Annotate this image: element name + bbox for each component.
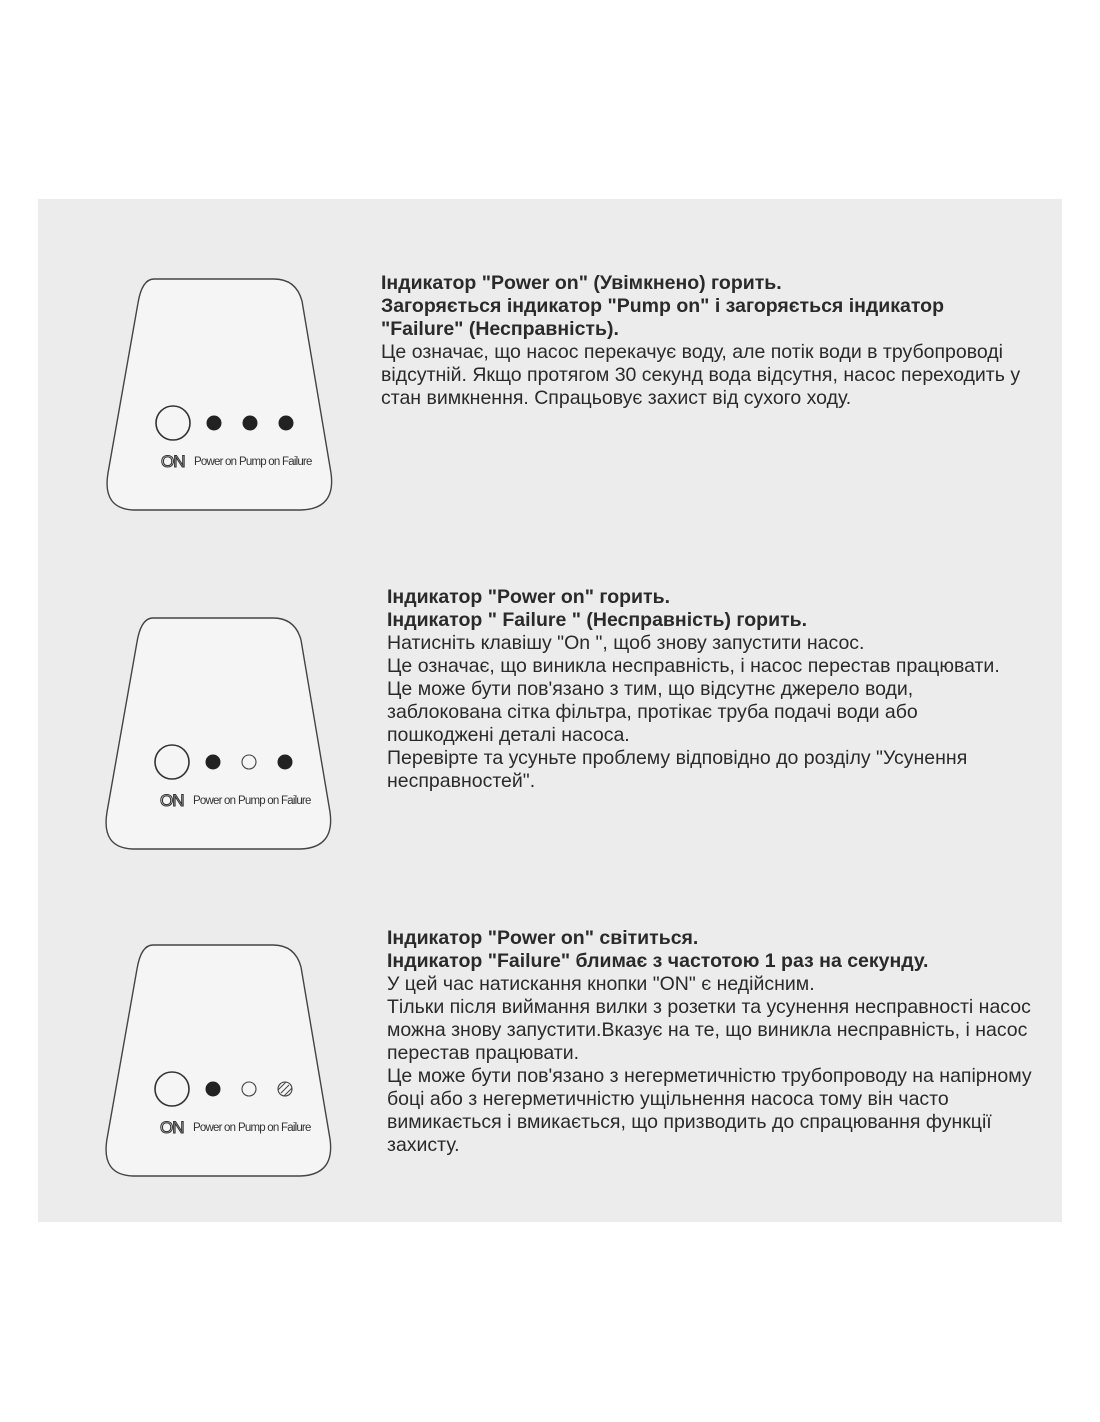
paragraph: Це означає, що виникла несправність, і насос перестав працювати. Це може бути пов'язано з тим, що відсутнє джерело води, заблокована сітка фільтра, протікає труба подачі води або пошкоджені деталі насоса. <box>387 655 1000 746</box>
failure-label: Failure <box>281 795 311 807</box>
paragraph: Це означає, що насос перекачує воду, але потік води в трубопроводі відсутній. Якщо протягом 30 секунд вода відсутня, насос переходить у стан вимкнення. Спрацьовує захист від сухого ходу. <box>381 341 1021 409</box>
section-description <box>387 927 1037 1157</box>
paragraph: Це може бути пов'язано з негерметичністю трубопроводу на напірному боці або з негерметичністю ущільнення насоса тому він часто вимикається і вмикається, що призводить до спрацювання функції захисту. <box>387 1065 1032 1156</box>
on-button-icon <box>155 745 189 779</box>
control-panel-illustration <box>105 612 345 862</box>
failure-label: Failure <box>282 456 312 468</box>
on-button-icon <box>156 406 190 440</box>
bold-line: Загоряється індикатор "Pump on" і загоряється індикатор "Failure" (Несправність). <box>381 295 944 340</box>
bold-line: Індикатор "Power on" горить. <box>387 586 670 608</box>
paragraph: Перевірте та усуньте проблему відповідно до розділу "Усунення несправностей". <box>387 747 968 792</box>
pump-on-label: Pump on <box>238 795 279 807</box>
power-on-label: Power on <box>193 1122 236 1134</box>
power-on-label: Power on <box>193 795 236 807</box>
section-description <box>387 586 1027 793</box>
on-label: ON <box>160 1118 184 1137</box>
pump-on-led-icon <box>243 416 257 430</box>
pump-on-label: Pump on <box>239 456 280 468</box>
paragraph: Тільки після виймання вилки з розетки та усунення несправності насос можна знову запустити.Вказує на те, що виникла несправність, і насос перестав працювати. <box>387 996 1031 1064</box>
on-label: ON <box>161 452 185 471</box>
pump-on-led-icon <box>242 1082 256 1096</box>
bold-line: Індикатор "Power on" (Увімкнено) горить. <box>381 272 782 294</box>
pump-on-label: Pump on <box>238 1122 279 1134</box>
bold-line: Індикатор "Failure" блимає з частотою 1 раз на секунду. <box>387 950 929 972</box>
bold-line: Індикатор "Power on" світиться. <box>387 927 699 949</box>
device-outline <box>106 945 331 1176</box>
control-panel-illustration <box>105 939 345 1189</box>
bold-line: Індикатор " Failure " (Несправність) горить. <box>387 609 808 631</box>
power-on-led-icon <box>206 1082 220 1096</box>
power-on-led-icon <box>206 755 220 769</box>
paragraph: У цей час натискання кнопки "ON" є недійсним. <box>387 973 815 995</box>
failure-label: Failure <box>281 1122 311 1134</box>
device-outline <box>107 279 332 510</box>
device-outline <box>106 618 331 849</box>
paragraph: Натисніть клавішу "On ", щоб знову запустити насос. <box>387 632 865 654</box>
failure-led-icon <box>279 416 293 430</box>
content-panel <box>38 199 1062 1222</box>
power-on-led-icon <box>207 416 221 430</box>
control-panel-illustration <box>106 273 346 523</box>
failure-led-icon <box>278 755 292 769</box>
section-description <box>381 272 1031 410</box>
on-label: ON <box>160 791 184 810</box>
pump-on-led-icon <box>242 755 256 769</box>
on-button-icon <box>155 1072 189 1106</box>
power-on-label: Power on <box>194 456 237 468</box>
